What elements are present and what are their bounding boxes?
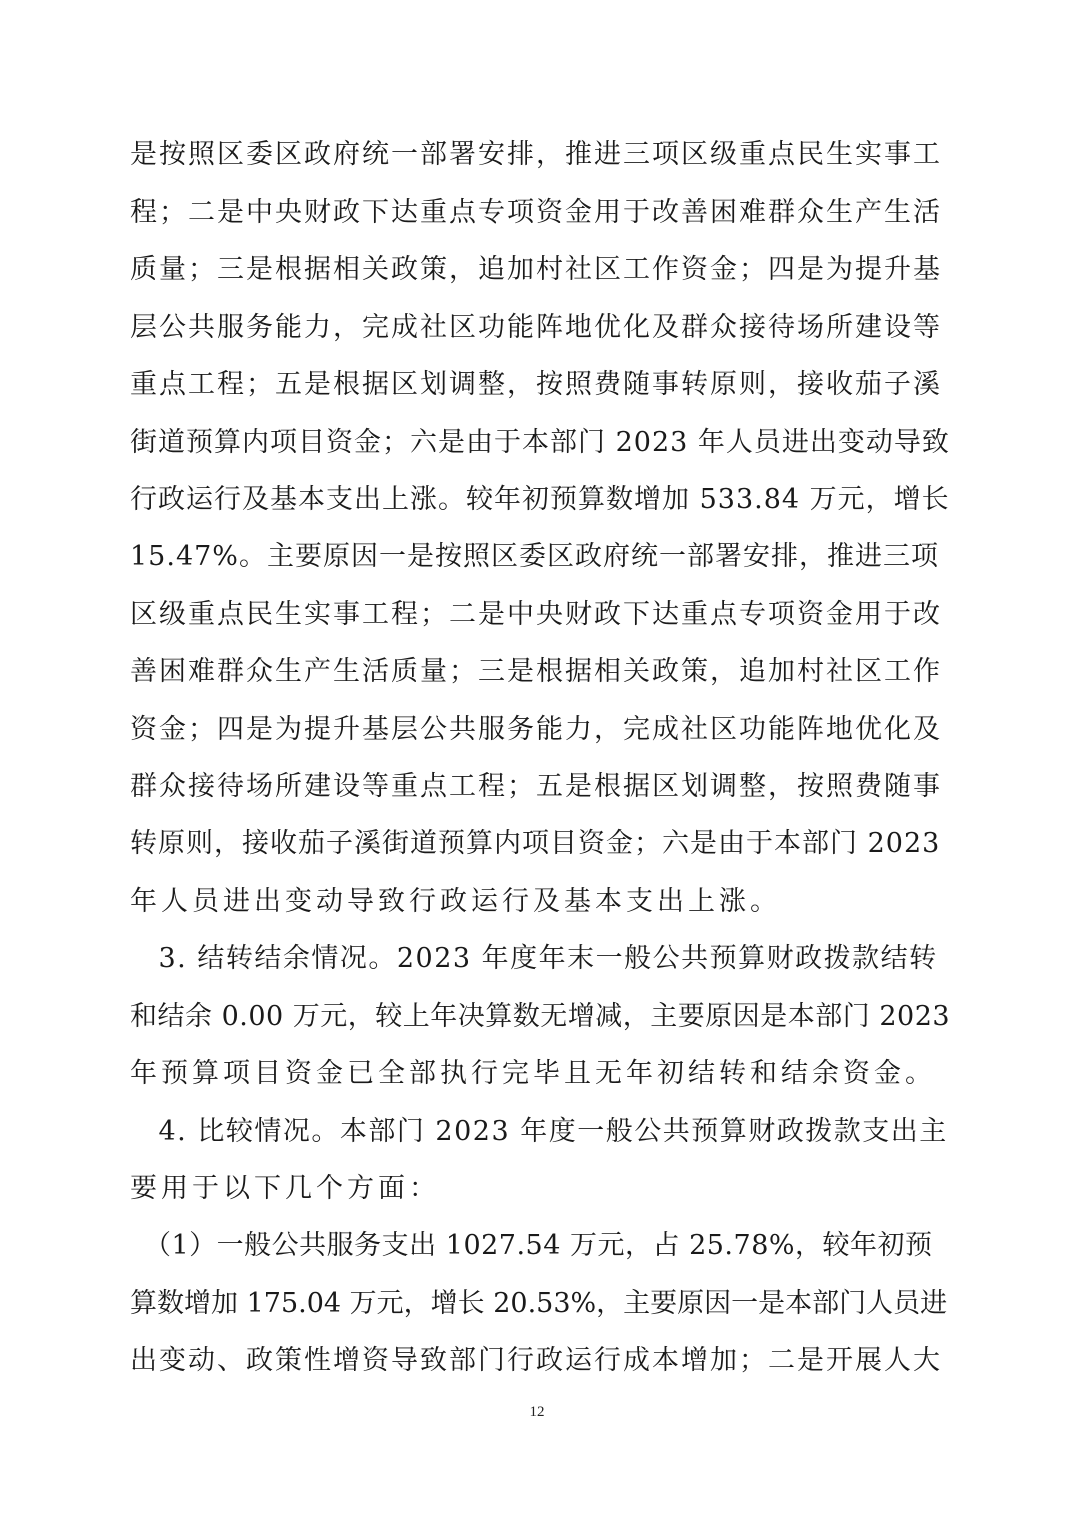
- text-line: 年人员进出变动导致行政运行及基本支出上涨。: [130, 886, 781, 917]
- text-line: 层公共服务能力，完成社区功能阵地优化及群众接待场所建设等: [130, 312, 942, 343]
- text-line: 15.47%。主要原因一是按照区委区政府统一部署安排，推进三项: [130, 541, 939, 572]
- text-line: 行政运行及基本支出上涨。较年初预算数增加 533.84 万元，增长: [130, 484, 950, 515]
- text-line: 程；二是中央财政下达重点专项资金用于改善困难群众生产生活: [130, 197, 942, 228]
- text-line: 和结余 0.00 万元，较上年决算数无增减，主要原因是本部门 2023: [130, 1001, 951, 1032]
- text-line: 质量；三是根据相关政策，追加村社区工作资金；四是为提升基: [130, 254, 942, 285]
- text-line: 出变动、政策性增资导致部门行政运行成本增加；二是开展人大: [130, 1345, 942, 1376]
- text-line: （1）一般公共服务支出 1027.54 万元，占 25.78%，较年初预: [130, 1230, 933, 1261]
- text-line: 3. 结转结余情况。2023 年度年末一般公共预算财政拨款结转: [130, 943, 938, 974]
- text-line: 群众接待场所建设等重点工程；五是根据区划调整，按照费随事: [130, 771, 942, 802]
- text-line: 区级重点民生实事工程；二是中央财政下达重点专项资金用于改: [130, 599, 942, 630]
- text-line: 要用于以下几个方面：: [130, 1173, 440, 1204]
- text-line: 转原则，接收茄子溪街道预算内项目资金；六是由于本部门 2023: [130, 828, 941, 859]
- text-line: 是按照区委区政府统一部署安排，推进三项区级重点民生实事工: [130, 139, 942, 170]
- text-line: 4. 比较情况。本部门 2023 年度一般公共预算财政拨款支出主: [130, 1116, 948, 1147]
- text-line: 年预算项目资金已全部执行完毕且无年初结转和结余资金。: [130, 1058, 936, 1089]
- text-line: 算数增加 175.04 万元，增长 20.53%，主要原因一是本部门人员进: [130, 1288, 948, 1319]
- text-line: 街道预算内项目资金；六是由于本部门 2023 年人员进出变动导致: [130, 427, 950, 458]
- text-line: 重点工程；五是根据区划调整，按照费随事转原则，接收茄子溪: [130, 369, 942, 400]
- text-line: 资金；四是为提升基层公共服务能力，完成社区功能阵地优化及: [130, 714, 942, 745]
- page-number: 12: [529, 1404, 545, 1420]
- text-line: 善困难群众生产生活质量；三是根据相关政策，追加村社区工作: [130, 656, 942, 687]
